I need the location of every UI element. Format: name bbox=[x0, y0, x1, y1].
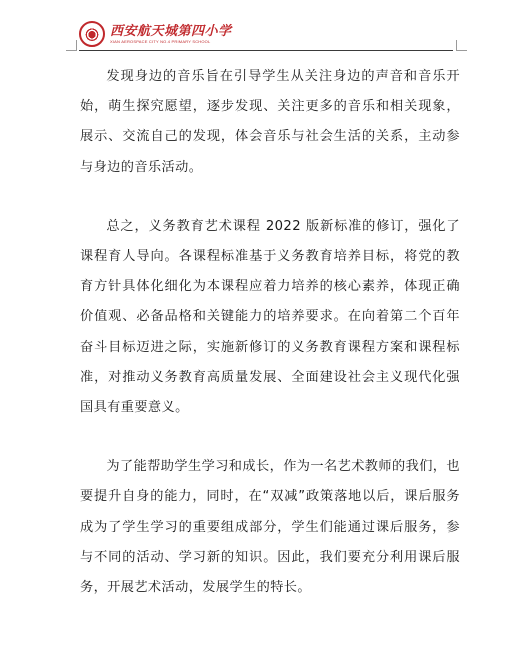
paragraph-3: 为了能帮助学生学习和成长，作为一名艺术教师的我们，也要提升自身的能力，同时，在“双减”政策落地以后，课后服务成为了学生学习的重要组成部分，学生们能通过课后服务，参与不同的活动、学习新的知识。因此，我们要充分利用课后服务，开展艺术活动，发展学生的特长。 bbox=[80, 459, 460, 596]
school-logo-icon bbox=[79, 21, 105, 47]
header-divider bbox=[79, 50, 453, 51]
paragraph-2: 总之，义务教育艺术课程 2022 版新标准的修订，强化了课程育人导向。各课程标准基于义务教育培养目标，将党的教育方针具体化细化为本课程应着力培养的核心素养，体现正确价值观、必备品格和关键能力的培养要求。在向着第二个百年奋斗目标迈进之际，实施新修订的义务教育课程方案和课程标准，对推动义务教育高质量发展、全面建设社会主义现代化强国具有重要意义。 bbox=[80, 218, 460, 416]
school-name: 西安航天城第四小学 bbox=[110, 23, 232, 39]
school-name-english: XIAN AEROSPACE CITY NO.4 PRIMARY SCHOOL bbox=[110, 38, 211, 44]
page-header bbox=[79, 18, 459, 50]
school-logo-text bbox=[110, 25, 232, 44]
crop-mark-top-left bbox=[66, 40, 77, 51]
paragraph-1: 发现身边的音乐旨在引导学生从关注身边的声音和音乐开始，萌生探究愿望，逐步发现、关注更多的音乐和相关现象，展示、交流自己的发现，体会音乐与社会生活的关系，主动参与身边的音乐活动。 bbox=[80, 69, 460, 175]
document-body bbox=[80, 62, 460, 632]
